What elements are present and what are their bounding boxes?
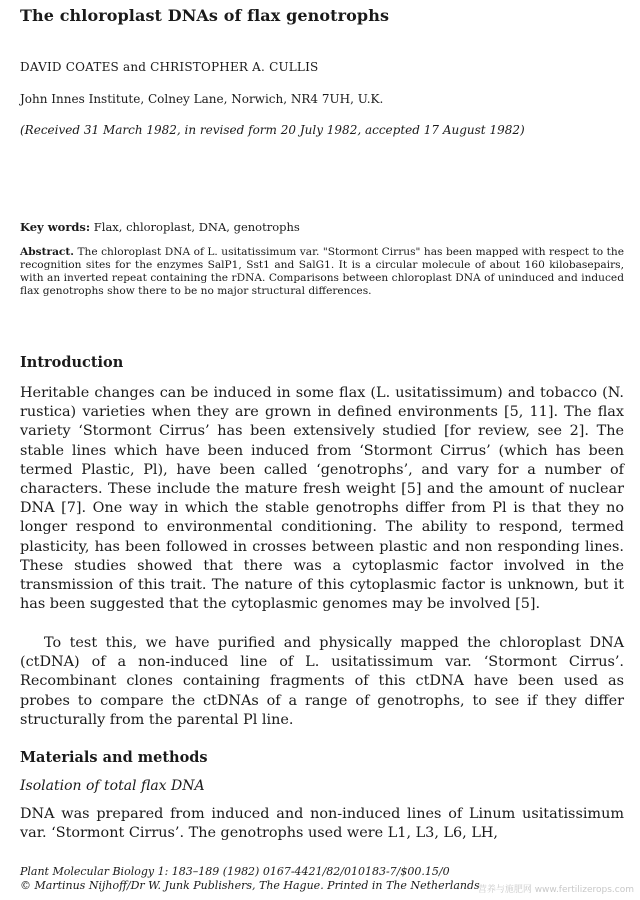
- keywords-label: Key words:: [20, 220, 91, 234]
- received-dates: (Received 31 March 1982, in revised form 20 July 1982, accepted 17 August 1982): [20, 123, 525, 137]
- methods-heading: Materials and methods: [20, 749, 208, 766]
- abstract-label: Abstract.: [20, 246, 74, 258]
- site-watermark: 营养与施肥网 www.fertilizerops.com: [477, 885, 634, 895]
- abstract-text: The chloroplast DNA of L. usitatissimum var. "Stormont Cirrus" has been mapped with respect to the recognition sites for the enzymes SalP1, Sst1 and SalG1. It is a circular molecule of about 160 kilobasepairs, with an inverted repeat containing the rDNA. Comparisons between chloroplast DNA of uninduced and induced flax genotrophs show there to be no major structural differences.: [20, 246, 624, 297]
- methods-subheading: Isolation of total flax DNA: [20, 778, 205, 794]
- keywords-text: Flax, chloroplast, DNA, genotrophs: [90, 220, 300, 234]
- methods-paragraph-1: DNA was prepared from induced and non-induced lines of Linum usitatissimum var. ‘Stormont Cirrus’. The genotrophs used were L1, L3, L6, LH,: [20, 806, 624, 842]
- keywords: [20, 220, 300, 234]
- abstract: [20, 246, 624, 298]
- affiliation: John Innes Institute, Colney Lane, Norwich, NR4 7UH, U.K.: [20, 92, 384, 106]
- paper-title: The chloroplast DNAs of flax genotrophs: [20, 6, 390, 25]
- footer-citation: Plant Molecular Biology 1: 183–189 (1982) 0167-4421/82/010183-7/$00.15/0: [20, 865, 450, 878]
- introduction-paragraph-2: To test this, we have purified and physically mapped the chloroplast DNA (ctDNA) of a non-induced line of L. usitatissimum var. ‘Stormont Cirrus’. Recombinant clones containing fragments of this ctDNA have been used as probes to compare the ctDNAs of a range of genotrophs, to see if they differ structurally from the parental Pl line.: [20, 635, 624, 728]
- footer-copyright: © Martinus Nijhoff/Dr W. Junk Publishers, The Hague. Printed in The Netherlands: [20, 879, 480, 892]
- journal-footer: [20, 865, 480, 893]
- author-list: DAVID COATES and CHRISTOPHER A. CULLIS: [20, 60, 319, 74]
- introduction-heading: Introduction: [20, 354, 124, 371]
- introduction-paragraph-1: Heritable changes can be induced in some flax (L. usitatissimum) and tobacco (N. rustica) varieties when they are grown in defined environments [5, 11]. The flax variety ‘Stormont Cirrus’ has been extensively studied [for review, see 2]. The stable lines which have been induced from ‘Stormont Cirrus’ (which has been termed Plastic, Pl), have been called ‘genotrophs’, and vary for a number of characters. These include the mature fresh weight [5] and the amount of nuclear DNA [7]. One way in which the stable genotrophs differ from Pl is that they no longer respond to environmental conditioning. The ability to respond, termed plasticity, has been followed in crosses between plastic and non responding lines. These studies showed that there was a cytoplasmic factor involved in the transmission of this trait. The nature of this cytoplasmic factor is unknown, but it has been suggested that the cytoplasmic genomes may be involved [5].: [20, 385, 624, 613]
